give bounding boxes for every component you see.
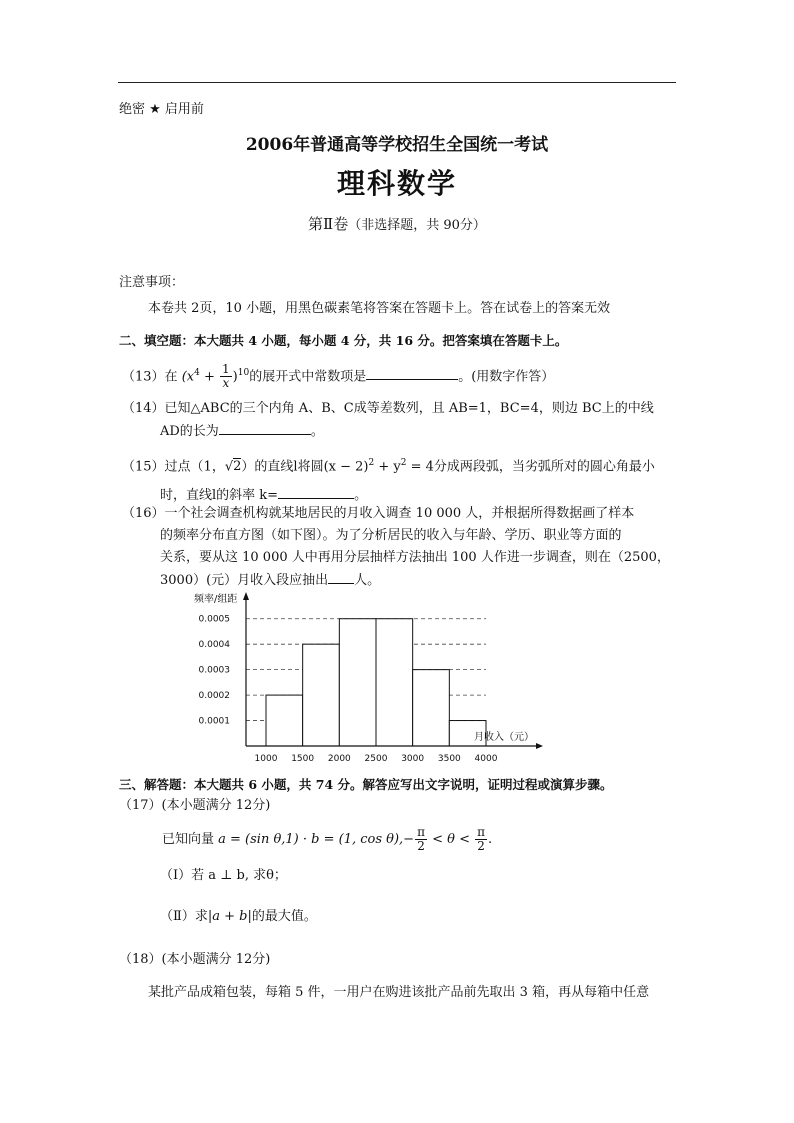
question-16: [122, 503, 678, 592]
q17-part2-pre: （Ⅱ）求: [160, 909, 208, 924]
histogram-bar-0: [266, 695, 303, 746]
q14-line1: 已知△ABC的三个内角 A、B、C成等差数列，且 AB=1，BC=4，则边 BC上的中线: [164, 401, 654, 416]
y-tick-labels: [199, 615, 231, 727]
y-tick-label-4: 0.0005: [198, 614, 230, 625]
q15-sup2: 2: [368, 458, 375, 468]
q17-frac-left: [415, 826, 427, 853]
q15-line1-d: = 4分成两段弧，当劣弧所对的圆心角最小: [406, 459, 655, 475]
histogram-bar-4: [413, 670, 450, 746]
section3-title: 三、解答题：本大题共 6 小题，共 74 分。解答应写出文字说明，证明过程或演算步骤。: [119, 777, 613, 792]
x-axis-label: 月收入（元）: [474, 732, 534, 743]
q18-header: （18）(本小题满分 12分): [119, 952, 271, 967]
q13-frac-den: x: [222, 376, 230, 391]
q17-part2-expr: |a + b|: [207, 909, 252, 924]
histogram-bar-1: [303, 644, 340, 746]
q17-part2: [160, 906, 317, 928]
q13-pre: 在: [164, 369, 178, 385]
q15-line1-a: 过点（1，: [164, 459, 225, 475]
question-15: [122, 452, 678, 507]
y-tick-label-2: 0.0003: [198, 665, 230, 676]
x-tick-labels: [255, 754, 498, 764]
q16-line4-pre: 3000）(元）月收入段应抽出: [160, 573, 329, 588]
histogram-bar-2: [339, 619, 376, 746]
q14-line2-pre: AD的长为: [160, 424, 219, 439]
x-tick-label-5: 3500: [437, 754, 461, 764]
q15-line2-pre: 时，直线l的斜率 k=: [160, 488, 279, 504]
q14-number: （14）: [122, 401, 165, 416]
y-axis-arrow: [243, 592, 249, 600]
q16-number: （16）: [122, 506, 165, 521]
q13-mid: 的展开式中常数项是: [249, 369, 367, 385]
histogram-bar-3: [376, 619, 413, 746]
secret-label: 绝密 ★ 启用前: [119, 102, 204, 117]
q16-line3: 关系，要从这 10 000 人中再用分层抽样方法抽出 100 人作进一步调查，则在（2500，: [160, 550, 670, 565]
y-tick-label-1: 0.0002: [198, 691, 230, 702]
x-tick-label-6: 4000: [474, 754, 498, 764]
q17-given-expr: a = (sin θ,1) · b = (1, cos θ),−: [218, 832, 415, 847]
q17-two-right: 2: [477, 839, 485, 853]
x-tick-label-2: 2000: [327, 754, 351, 764]
q16-line1: 一个社会调查机构就某地居民的月收入调查 10 000 人，并根据所得数据画了样本: [164, 506, 635, 521]
sqrt-symbol: √: [224, 459, 234, 475]
q17-pi-right: π: [477, 825, 486, 839]
subject-title: 理科数学: [336, 167, 457, 200]
q13-expr-open: (x: [181, 369, 195, 385]
q16-line4-post: 人。: [354, 573, 381, 588]
section2-title: 二、填空题：本大题共 4 小题，每小题 4 分，共 16 分。把答案填在答题卡上。: [119, 333, 568, 348]
q17-two-left: 2: [417, 839, 425, 853]
q15-number: （15）: [122, 459, 165, 475]
q17-inequality: < θ <: [427, 832, 475, 847]
q13-frac-num: 1: [222, 362, 230, 377]
question-13: （13）在 ($x^4$ + $\frac{1}{x}$ )$^{10}$的展开式中常数项是 。(用数字作答）: [122, 362, 555, 391]
q18-line1: 某批产品成箱包装，每箱 5 件，一用户在购进该批产品前先取出 3 箱，再从每箱中任意: [148, 985, 650, 1000]
q17-header: （17）(本小题满分 12分): [119, 798, 271, 813]
x-axis-arrow: [536, 743, 543, 749]
q17-part1: （Ⅰ）若 a ⊥ b, 求θ；: [160, 868, 287, 883]
y-tick-label-0: 0.0001: [198, 716, 230, 727]
x-tick-label-4: 3000: [401, 754, 425, 764]
q15-sqrt-value: 2: [233, 459, 242, 475]
income-histogram: [180, 588, 560, 770]
q13-post: 。(用数字作答）: [458, 369, 555, 385]
q13-exp4: 4: [194, 368, 200, 378]
q13-fraction: [220, 363, 232, 390]
q17-end: .: [488, 832, 493, 847]
q15-answer-blank: [278, 484, 354, 499]
q14-line2-post: 。: [310, 424, 324, 439]
y-tick-label-3: 0.0004: [198, 640, 230, 651]
q13-answer-blank: [366, 365, 458, 380]
y-axis-label: 频率/组距: [194, 594, 238, 605]
exam-title: 2006年普通高等学校招生全国统一考试: [245, 135, 549, 155]
q15-sup2b: 2: [400, 458, 407, 468]
volume-title: [0, 213, 794, 234]
q17-part2-post: 的最大值。: [251, 909, 317, 924]
q17-given: [162, 826, 662, 853]
histogram-bars: [266, 619, 486, 746]
top-rule: [118, 82, 676, 83]
q15-line1-b: ）的直线l将圆(x − 2): [241, 459, 369, 475]
q15-line2-post: 。: [354, 488, 368, 504]
volume-label: 第Ⅱ卷: [308, 215, 349, 233]
q17-frac-right: [475, 826, 487, 853]
q15-line1-c: + y: [374, 459, 401, 475]
q16-answer-blank: [328, 569, 354, 584]
x-tick-label-3: 2500: [364, 754, 388, 764]
q17-given-pre: 已知向量: [162, 832, 219, 847]
question-14: [122, 398, 678, 443]
q17-pi-left: π: [417, 825, 425, 839]
x-tick-label-1: 1500: [291, 754, 315, 764]
q13-plus: +: [199, 369, 220, 385]
q13-exp10: 10: [237, 368, 250, 378]
notice-title: 注意事项：: [119, 275, 185, 290]
q14-answer-blank: [219, 420, 311, 435]
x-tick-label-0: 1000: [254, 754, 278, 764]
notice-body: 本卷共 2页，10 小题，用黑色碳素笔将答案在答题卡上。答在试卷上的答案无效: [148, 301, 611, 316]
q16-line2: 的频率分布直方图（如下图）。为了分析居民的收入与年龄、学历、职业等方面的: [160, 528, 622, 543]
q13-number: （13）: [122, 369, 165, 385]
volume-note: （非选择题，共 90分）: [348, 218, 486, 233]
